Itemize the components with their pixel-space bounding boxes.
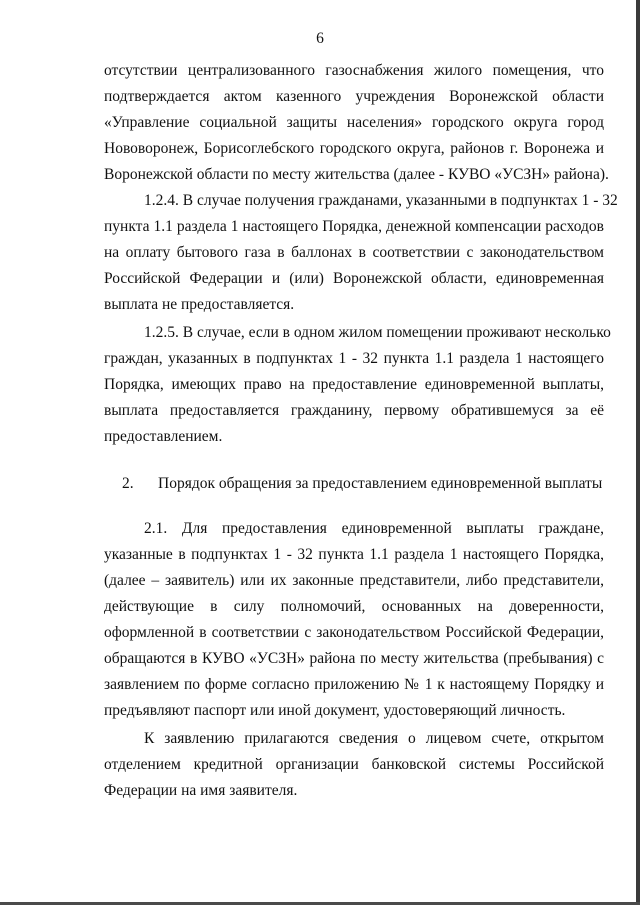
paragraph-line: выплата не предоставляется. [104,296,295,313]
paragraph-line: выплата предоставляется гражданину, первому обратившемуся за её [104,402,604,419]
paragraph-line: 1.2.4. В случае получения гражданами, указанными в подпунктах 1 - 32 [144,192,618,209]
paragraph-line: предъявляют паспорт или иной документ, удостоверяющий личность. [104,702,566,719]
paragraph-line: Нововоронеж, Борисоглебского городского округа, районов г. Воронежа и [104,140,604,157]
paragraph-line: граждан, указанных в подпунктах 1 - 32 пункта 1.1 раздела 1 настоящего [104,350,604,367]
page-number: 6 [316,30,324,47]
paragraph-line: отсутствии централизованного газоснабжения жилого помещения, что [104,62,604,79]
paragraph-line: пункта 1.1 раздела 1 настоящего Порядка, денежной компенсации расходов [104,218,604,235]
paragraph-line: (далее – заявитель) или их законные представители, либо представители, [104,572,604,589]
paragraph-line: 2.1. Для предоставления единовременной выплаты граждане, [144,520,604,537]
paragraph-line: отделением кредитной организации банковской системы Российской [104,756,604,773]
paragraph-line: оформленной в соответствии с законодательством Российской Федерации, [104,624,604,641]
paragraph-line: действующие в силу полномочий, основанных на доверенности, [104,598,604,615]
paragraph-line: Порядка, имеющих право на предоставление единовременной выплаты, [104,376,604,393]
paragraph-line: обращаются в КУВО «УСЗН» района по месту жительства (пребывания) с [104,650,604,667]
paragraph-line: предоставлением. [104,428,223,445]
paragraph-line: на оплату бытового газа в баллонах в соответствии с законодательством [104,244,604,261]
paragraph-line: К заявлению прилагаются сведения о лицевом счете, открытом [144,730,604,747]
paragraph-line: Воронежской области по месту жительства (далее - КУВО «УСЗН» района). [104,166,609,183]
scan-edge [636,0,640,905]
paragraph-line: «Управление социальной защиты населения» городского округа город [104,114,604,131]
paragraph-line: указанные в подпунктах 1 - 32 пункта 1.1 раздела 1 настоящего Порядка, [104,546,604,563]
section-heading [122,471,602,497]
section-number: 2. [122,475,134,492]
paragraph-line: 1.2.5. В случае, если в одном жилом помещении проживают несколько [144,324,611,341]
paragraph-line: Федерации на имя заявителя. [104,782,298,799]
paragraph-line: подтверждается актом казенного учреждения Воронежской области [104,88,604,105]
paragraph-line: заявлением по форме согласно приложению № 1 к настоящему Порядку и [104,676,604,693]
section-title: Порядок обращения за предоставлением единовременной выплаты [158,475,603,492]
paragraph-line: Российской Федерации и (или) Воронежской области, единовременная [104,270,604,287]
